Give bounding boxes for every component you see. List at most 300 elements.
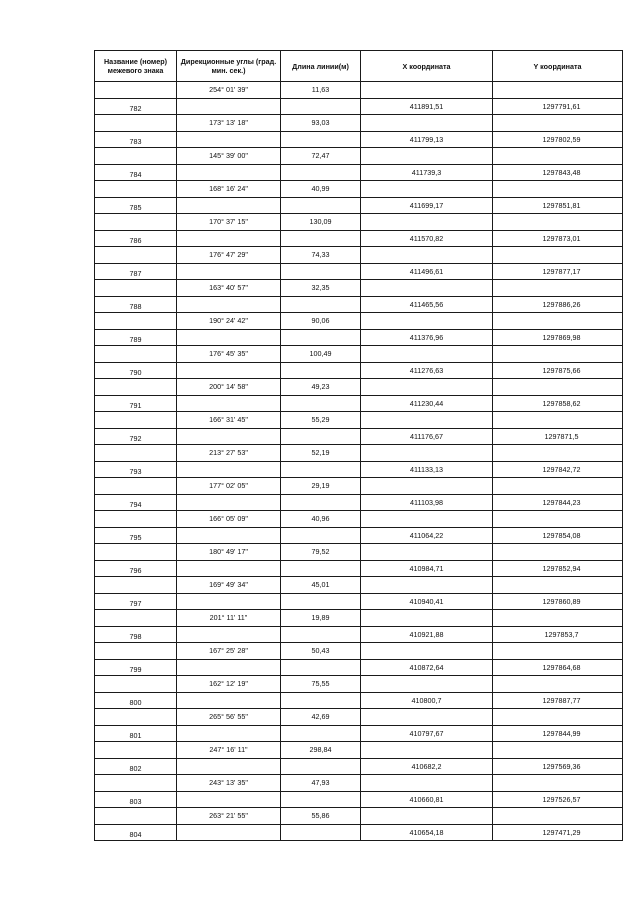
point-name-cell: 787 [95,263,177,280]
empty-cell [361,247,493,264]
empty-cell [281,461,361,478]
point-row [95,560,623,577]
y-coordinate-cell [493,164,623,181]
empty-cell [493,742,623,759]
point-name-cell: 801 [95,725,177,742]
point-name-cell: 794 [95,494,177,511]
line-length-cell: 75,55 [281,676,361,693]
point-name-cell: 795 [95,527,177,544]
empty-cell [281,659,361,676]
x-coordinate-cell: 411276,63 [361,362,493,379]
empty-cell [493,709,623,726]
empty-cell [281,758,361,775]
point-row [95,494,623,511]
point-name-cell: 788 [95,296,177,313]
point-row [95,230,623,247]
x-coordinate-cell: 410800,7 [361,692,493,709]
point-row [95,164,623,181]
empty-cell [95,577,177,594]
x-coordinate-cell: 411739,3 [361,164,493,181]
empty-cell [281,197,361,214]
direction-angle-cell: 254° 01' 39" [177,82,281,99]
point-row [95,824,623,841]
empty-cell [493,313,623,330]
empty-cell [177,824,281,841]
empty-cell [281,527,361,544]
segment-row [95,280,623,297]
direction-angle-cell: 247° 16' 11" [177,742,281,759]
x-coordinate-cell: 410940,41 [361,593,493,610]
y-coordinate-value: 1297886,26 [542,299,581,309]
x-coordinate-cell: 411799,13 [361,131,493,148]
direction-angle-cell: 243° 13' 35" [177,775,281,792]
point-name-cell: 792 [95,428,177,445]
table-header-row [95,51,623,82]
empty-cell [493,478,623,495]
empty-cell [95,676,177,693]
table-body [95,82,623,841]
empty-cell [177,659,281,676]
line-length-cell: 40,96 [281,511,361,528]
empty-cell [177,494,281,511]
empty-cell [361,115,493,132]
y-coordinate-value: 1297844,99 [542,728,581,738]
empty-cell [361,511,493,528]
segment-row [95,775,623,792]
y-coordinate-value: 1297873,01 [542,233,581,243]
segment-row [95,643,623,660]
empty-cell [361,412,493,429]
y-coordinate-cell [493,461,623,478]
line-length-cell: 45,01 [281,577,361,594]
direction-angle-cell: 145° 39' 00" [177,148,281,165]
y-coordinate-value: 1297864,68 [542,662,581,672]
y-coordinate-cell [493,131,623,148]
empty-cell [95,115,177,132]
empty-cell [281,263,361,280]
segment-row [95,148,623,165]
point-row [95,296,623,313]
line-length-cell: 11,63 [281,82,361,99]
empty-cell [361,313,493,330]
point-name-cell: 783 [95,131,177,148]
y-coordinate-value: 1297569,36 [542,761,581,771]
empty-cell [95,544,177,561]
direction-angle-cell: 162° 12' 19" [177,676,281,693]
empty-cell [493,412,623,429]
y-coordinate-cell [493,230,623,247]
empty-cell [281,626,361,643]
point-name-cell: 796 [95,560,177,577]
empty-cell [177,527,281,544]
header-point-name: Название (номер) межевого знака [95,51,177,82]
point-row [95,362,623,379]
x-coordinate-cell: 411133,13 [361,461,493,478]
empty-cell [493,445,623,462]
empty-cell [95,511,177,528]
empty-cell [177,461,281,478]
segment-row [95,214,623,231]
boundary-coordinates-table [94,50,623,841]
y-coordinate-cell [493,362,623,379]
x-coordinate-cell: 410797,67 [361,725,493,742]
empty-cell [177,428,281,445]
x-coordinate-cell: 411376,96 [361,329,493,346]
empty-cell [493,181,623,198]
header-y-coordinate: Y координата [493,51,623,82]
empty-cell [493,148,623,165]
empty-cell [361,214,493,231]
segment-row [95,676,623,693]
empty-cell [361,742,493,759]
direction-angle-cell: 180° 49' 17" [177,544,281,561]
segment-row [95,544,623,561]
point-name-cell: 784 [95,164,177,181]
empty-cell [177,164,281,181]
x-coordinate-cell: 410872,64 [361,659,493,676]
line-length-cell: 50,43 [281,643,361,660]
y-coordinate-value: 1297844,23 [542,497,581,507]
empty-cell [95,643,177,660]
point-name-cell: 793 [95,461,177,478]
line-length-cell: 100,49 [281,346,361,363]
empty-cell [177,329,281,346]
y-coordinate-value: 1297858,62 [542,398,581,408]
y-coordinate-cell [493,725,623,742]
empty-cell [281,593,361,610]
empty-cell [95,313,177,330]
empty-cell [95,412,177,429]
x-coordinate-cell: 411570,82 [361,230,493,247]
empty-cell [177,395,281,412]
x-coordinate-cell: 411891,51 [361,98,493,115]
point-row [95,329,623,346]
line-length-cell: 19,89 [281,610,361,627]
x-coordinate-cell: 410984,71 [361,560,493,577]
empty-cell [361,643,493,660]
empty-cell [281,395,361,412]
empty-cell [361,181,493,198]
empty-cell [177,593,281,610]
point-name-cell: 804 [95,824,177,841]
segment-row [95,82,623,99]
direction-angle-cell: 263° 21' 55" [177,808,281,825]
segment-row [95,346,623,363]
line-length-cell: 55,86 [281,808,361,825]
empty-cell [281,329,361,346]
line-length-cell: 55,29 [281,412,361,429]
empty-cell [95,82,177,99]
point-name-cell: 802 [95,758,177,775]
point-row [95,428,623,445]
empty-cell [177,296,281,313]
empty-cell [177,230,281,247]
empty-cell [281,164,361,181]
empty-cell [95,247,177,264]
segment-row [95,577,623,594]
empty-cell [281,296,361,313]
y-coordinate-cell [493,692,623,709]
x-coordinate-cell: 411465,56 [361,296,493,313]
segment-row [95,478,623,495]
empty-cell [281,230,361,247]
line-length-cell: 90,06 [281,313,361,330]
empty-cell [493,676,623,693]
empty-cell [493,115,623,132]
empty-cell [281,494,361,511]
line-length-cell: 93,03 [281,115,361,132]
x-coordinate-cell: 410682,2 [361,758,493,775]
y-coordinate-value: 1297854,08 [542,530,581,540]
empty-cell [361,445,493,462]
x-coordinate-cell: 410921,88 [361,626,493,643]
direction-angle-cell: 201° 11' 11" [177,610,281,627]
segment-row [95,313,623,330]
y-coordinate-cell [493,626,623,643]
y-coordinate-cell [493,98,623,115]
header-line-length: Длина линии(м) [281,51,361,82]
y-coordinate-value: 1297791,61 [542,101,581,111]
line-length-cell: 52,19 [281,445,361,462]
line-length-cell: 130,09 [281,214,361,231]
point-row [95,626,623,643]
empty-cell [95,346,177,363]
line-length-cell: 72,47 [281,148,361,165]
empty-cell [281,428,361,445]
empty-cell [95,610,177,627]
point-name-cell: 786 [95,230,177,247]
segment-row [95,511,623,528]
empty-cell [361,775,493,792]
y-coordinate-value: 1297471,29 [542,827,581,837]
empty-cell [493,82,623,99]
point-row [95,725,623,742]
empty-cell [493,346,623,363]
direction-angle-cell: 213° 27' 53" [177,445,281,462]
direction-angle-cell: 190° 24' 42" [177,313,281,330]
empty-cell [281,362,361,379]
empty-cell [95,148,177,165]
empty-cell [361,709,493,726]
point-row [95,593,623,610]
direction-angle-cell: 163° 40' 57" [177,280,281,297]
line-length-cell: 40,99 [281,181,361,198]
line-length-cell: 42,69 [281,709,361,726]
y-coordinate-cell [493,659,623,676]
empty-cell [95,181,177,198]
y-coordinate-value: 1297843,48 [542,167,581,177]
x-coordinate-cell: 411230,44 [361,395,493,412]
empty-cell [177,626,281,643]
segment-row [95,115,623,132]
y-coordinate-cell [493,494,623,511]
segment-row [95,445,623,462]
x-coordinate-cell: 411176,67 [361,428,493,445]
empty-cell [177,197,281,214]
x-coordinate-cell: 411064,22 [361,527,493,544]
segment-row [95,379,623,396]
x-coordinate-cell: 410654,18 [361,824,493,841]
y-coordinate-value: 1297875,66 [542,365,581,375]
segment-row [95,808,623,825]
y-coordinate-cell [493,395,623,412]
point-name-cell: 782 [95,98,177,115]
direction-angle-cell: 170° 37' 15" [177,214,281,231]
y-coordinate-cell [493,197,623,214]
y-coordinate-value: 1297851,81 [542,200,581,210]
direction-angle-cell: 166° 05' 09" [177,511,281,528]
empty-cell [493,775,623,792]
point-name-cell: 798 [95,626,177,643]
segment-row [95,247,623,264]
empty-cell [493,544,623,561]
segment-row [95,610,623,627]
header-x-coordinate: X координата [361,51,493,82]
empty-cell [95,280,177,297]
point-name-cell: 785 [95,197,177,214]
empty-cell [95,214,177,231]
empty-cell [177,725,281,742]
empty-cell [281,725,361,742]
y-coordinate-value: 1297887,77 [542,695,581,705]
empty-cell [95,775,177,792]
empty-cell [361,379,493,396]
y-coordinate-value: 1297871,5 [544,431,579,441]
y-coordinate-value: 1297802,59 [542,134,581,144]
direction-angle-cell: 167° 25' 28" [177,643,281,660]
y-coordinate-cell [493,824,623,841]
empty-cell [361,577,493,594]
direction-angle-cell: 169° 49' 34" [177,577,281,594]
empty-cell [281,560,361,577]
empty-cell [361,82,493,99]
empty-cell [361,544,493,561]
empty-cell [493,511,623,528]
y-coordinate-value: 1297852,94 [542,563,581,573]
point-row [95,527,623,544]
empty-cell [177,263,281,280]
direction-angle-cell: 200° 14' 58" [177,379,281,396]
empty-cell [361,478,493,495]
y-coordinate-cell [493,263,623,280]
y-coordinate-cell [493,527,623,544]
line-length-cell: 49,23 [281,379,361,396]
point-name-cell: 800 [95,692,177,709]
empty-cell [493,577,623,594]
empty-cell [95,478,177,495]
segment-row [95,181,623,198]
empty-cell [493,247,623,264]
empty-cell [281,98,361,115]
empty-cell [95,742,177,759]
point-name-cell: 803 [95,791,177,808]
line-length-cell: 29,19 [281,478,361,495]
empty-cell [493,643,623,660]
y-coordinate-cell [493,758,623,775]
empty-cell [493,280,623,297]
y-coordinate-value: 1297877,17 [542,266,581,276]
y-coordinate-cell [493,296,623,313]
point-row [95,395,623,412]
empty-cell [493,379,623,396]
x-coordinate-cell: 410660,81 [361,791,493,808]
empty-cell [177,791,281,808]
y-coordinate-value: 1297842,72 [542,464,581,474]
empty-cell [493,808,623,825]
line-length-cell: 298,84 [281,742,361,759]
direction-angle-cell: 166° 31' 45" [177,412,281,429]
y-coordinate-value: 1297526,57 [542,794,581,804]
x-coordinate-cell: 411699,17 [361,197,493,214]
empty-cell [177,98,281,115]
empty-cell [281,692,361,709]
segment-row [95,742,623,759]
empty-cell [177,692,281,709]
empty-cell [281,791,361,808]
segment-row [95,412,623,429]
point-name-cell: 789 [95,329,177,346]
line-length-cell: 79,52 [281,544,361,561]
empty-cell [177,131,281,148]
point-row [95,758,623,775]
direction-angle-cell: 168° 16' 24" [177,181,281,198]
empty-cell [95,445,177,462]
point-row [95,692,623,709]
point-name-cell: 797 [95,593,177,610]
empty-cell [361,676,493,693]
segment-row [95,709,623,726]
point-row [95,131,623,148]
line-length-cell: 32,35 [281,280,361,297]
empty-cell [361,610,493,627]
direction-angle-cell: 173° 13' 18" [177,115,281,132]
point-name-cell: 791 [95,395,177,412]
header-direction-angle: Дирекционные углы (град. мин. сек.) [177,51,281,82]
empty-cell [493,214,623,231]
point-row [95,659,623,676]
y-coordinate-cell [493,560,623,577]
empty-cell [281,131,361,148]
y-coordinate-cell [493,329,623,346]
empty-cell [493,610,623,627]
empty-cell [177,560,281,577]
direction-angle-cell: 265° 56' 55" [177,709,281,726]
empty-cell [95,808,177,825]
empty-cell [95,379,177,396]
x-coordinate-cell: 411496,61 [361,263,493,280]
empty-cell [95,709,177,726]
x-coordinate-cell: 411103,98 [361,494,493,511]
y-coordinate-cell [493,428,623,445]
direction-angle-cell: 177° 02' 05" [177,478,281,495]
y-coordinate-value: 1297869,98 [542,332,581,342]
point-row [95,263,623,280]
empty-cell [361,148,493,165]
line-length-cell: 47,93 [281,775,361,792]
y-coordinate-value: 1297860,89 [542,596,581,606]
y-coordinate-value: 1297853,7 [544,629,579,639]
y-coordinate-cell [493,791,623,808]
line-length-cell: 74,33 [281,247,361,264]
empty-cell [177,362,281,379]
empty-cell [177,758,281,775]
empty-cell [361,808,493,825]
empty-cell [361,346,493,363]
point-name-cell: 799 [95,659,177,676]
point-row [95,197,623,214]
point-row [95,791,623,808]
direction-angle-cell: 176° 45' 35" [177,346,281,363]
